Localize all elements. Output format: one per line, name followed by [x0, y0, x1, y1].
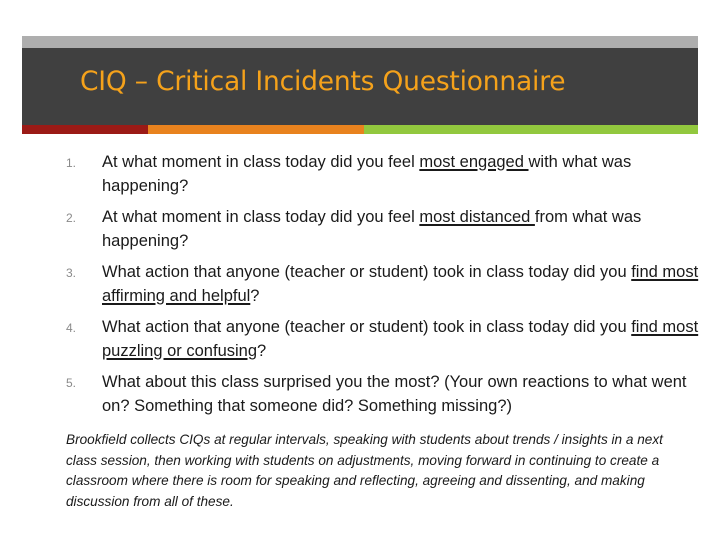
question-text-part: At what moment in class today did you feel	[102, 153, 420, 171]
question-text	[102, 150, 706, 198]
question-number: 5.	[66, 376, 77, 390]
question-list	[66, 150, 706, 418]
question-text-part: What action that anyone (teacher or student) took in class today did you	[102, 263, 632, 281]
question-text-part: What action that anyone (teacher or student) took in class today did you	[102, 318, 632, 336]
question-emphasis: find most affirming and helpful	[102, 263, 699, 305]
question-number: 2.	[66, 211, 77, 225]
question-text-part: with what was happening?	[102, 153, 632, 195]
question-emphasis: find most puzzling or confusing	[102, 318, 699, 360]
question-text	[102, 260, 706, 308]
question-text-part: At what moment in class today did you feel	[102, 208, 420, 226]
summary-note: Brookfield collects CIQs at regular intervals, speaking with students about trends / insights in a next class session, then working with students on adjustments, moving forward in continuing to create a classroom where there is room for speaking and reflecting, agreeing and dissenting, and making discussion from all of these.	[66, 432, 663, 509]
accent-bar-green	[364, 125, 698, 134]
question-number: 3.	[66, 266, 77, 280]
header-top-band	[22, 36, 698, 48]
question-text-part: ?	[257, 342, 267, 360]
question-text-part: What about this class surprised you the most? (Your own reactions to what went on? Something that someone did? Something missing?)	[102, 373, 687, 415]
question-item	[66, 315, 706, 363]
question-item	[66, 205, 706, 253]
question-text	[102, 315, 706, 363]
question-item	[66, 150, 706, 198]
accent-bar-orange	[148, 125, 364, 134]
question-text-part: from what was happening?	[102, 208, 642, 250]
question-emphasis: most engaged	[419, 153, 529, 171]
question-text-part: ?	[250, 287, 260, 305]
question-emphasis: most distanced	[419, 208, 535, 226]
question-item	[66, 370, 706, 418]
question-text	[102, 370, 706, 418]
title-banner	[22, 48, 698, 125]
question-number: 1.	[66, 156, 77, 170]
accent-bar-red	[22, 125, 148, 134]
page-title: CIQ – Critical Incidents Questionnaire	[80, 66, 566, 97]
question-number: 4.	[66, 321, 77, 335]
question-text	[102, 205, 706, 253]
question-item	[66, 260, 706, 308]
